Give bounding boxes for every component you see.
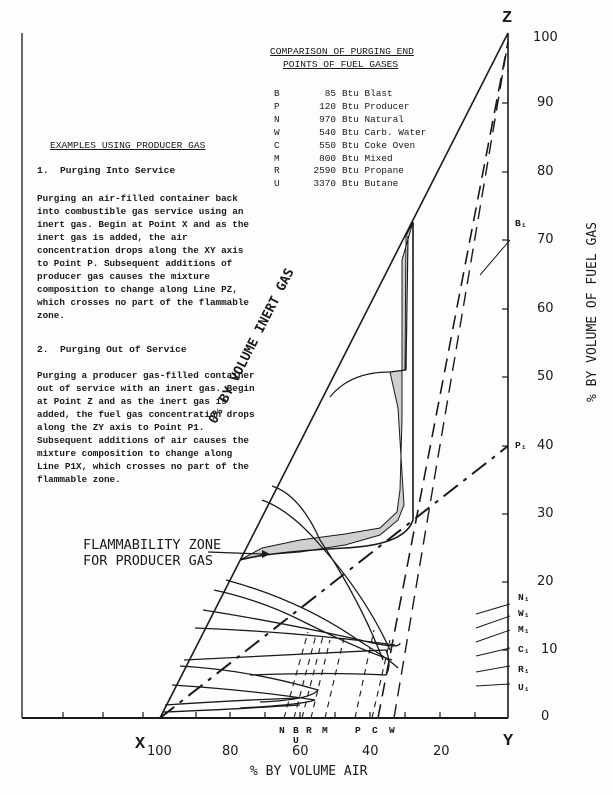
label-m: M — [322, 725, 328, 736]
label-b: B — [293, 725, 299, 736]
legend-row: R 2590 Btu Propane — [274, 165, 404, 177]
comparison-title-line1: COMPARISON OF PURGING END — [270, 46, 414, 57]
comparison-table — [274, 88, 426, 191]
y-axis-title: % BY VOLUME OF FUEL GAS — [585, 221, 600, 402]
y-tick-40: 40 — [537, 438, 554, 453]
y-tick-60: 60 — [537, 301, 554, 316]
y-tick-0: 0 — [541, 709, 550, 724]
label-b1: B₁ — [515, 218, 527, 229]
flammability-label-line1: FLAMMABILITY ZONE — [83, 537, 222, 553]
label-n1: N₁ — [518, 592, 530, 603]
x-axis-title: % BY VOLUME AIR — [250, 764, 368, 779]
label-w1: W₁ — [518, 608, 530, 619]
flammability-label-line2: FOR PRODUCER GAS — [83, 553, 214, 569]
vertex-z: Z — [502, 9, 513, 28]
x-tick-20: 20 — [433, 744, 450, 759]
x-tick-60: 60 — [292, 744, 309, 759]
x-tick-80: 80 — [222, 744, 239, 759]
x-tick-100: 100 — [147, 744, 172, 759]
label-r1: R₁ — [518, 664, 530, 675]
legend-row: C 550 Btu Coke Oven — [274, 139, 416, 151]
vertex-x: X — [135, 735, 146, 754]
examples-heading: EXAMPLES USING PRODUCER GAS — [50, 140, 206, 151]
legend-row: B 85 Btu Blast — [274, 88, 393, 99]
label-m1: M₁ — [518, 624, 530, 635]
y-tick-20: 20 — [537, 574, 554, 589]
section1-text: Purging an air-filled container back into combustible gas service using an inert gas. Begin at Point X and as the inert gas is added, the air concentration drops along the XY axis to Point P. Subsequent additions of producer gas causes the mixture composition to change along Line PZ, which crosses no part of the flammable zone. — [37, 193, 250, 321]
y-tick-90: 90 — [537, 95, 554, 110]
label-w: W — [389, 725, 395, 736]
section1-title: 1. Purging Into Service — [37, 165, 176, 176]
label-p1: P₁ — [515, 440, 527, 451]
y-tick-10: 10 — [541, 642, 558, 657]
section2-text: Purging a producer gas-filled container out of service with an inert gas. Begin at Point Z and as the inert gas is added, the fuel gas concentration drops along the ZY axis to Point P1. Subsequent additions of air causes the mixture composition to change along Line P1X, which crosses no part of the flammable zone. — [37, 370, 255, 485]
legend-row: U 3370 Btu Butane — [274, 178, 399, 190]
y-tick-70: 70 — [537, 232, 554, 247]
label-u1: U₁ — [518, 682, 530, 693]
label-c: C — [372, 725, 378, 736]
label-p: P — [355, 725, 361, 736]
right-leaders — [476, 240, 510, 686]
label-c1: C₁ — [518, 644, 530, 655]
label-r: R — [306, 725, 312, 736]
line-x-to-p1 — [160, 446, 508, 718]
legend-row: P 120 Btu Producer — [274, 100, 410, 112]
section2-title: 2. Purging Out of Service — [37, 344, 187, 355]
other-gas-zones — [163, 486, 400, 712]
y-tick-50: 50 — [537, 369, 554, 384]
x-tick-40: 40 — [362, 744, 379, 759]
legend-row: M 800 Btu Mixed — [274, 152, 393, 164]
comparison-title-line2: POINTS OF FUEL GASES — [283, 59, 399, 70]
inert-gas-label: 0% BY VOLUME INERT GAS — [206, 266, 298, 427]
right-axis-ticks — [502, 103, 508, 650]
legend-row: N 970 Btu Natural — [274, 113, 404, 125]
vertex-y: Y — [503, 732, 514, 751]
legend-row: W 540 Btu Carb. Water — [274, 126, 427, 138]
y-tick-100: 100 — [533, 30, 558, 45]
y-tick-30: 30 — [537, 506, 554, 521]
label-u: U — [293, 735, 299, 746]
label-n: N — [279, 725, 285, 736]
y-tick-80: 80 — [537, 164, 554, 179]
